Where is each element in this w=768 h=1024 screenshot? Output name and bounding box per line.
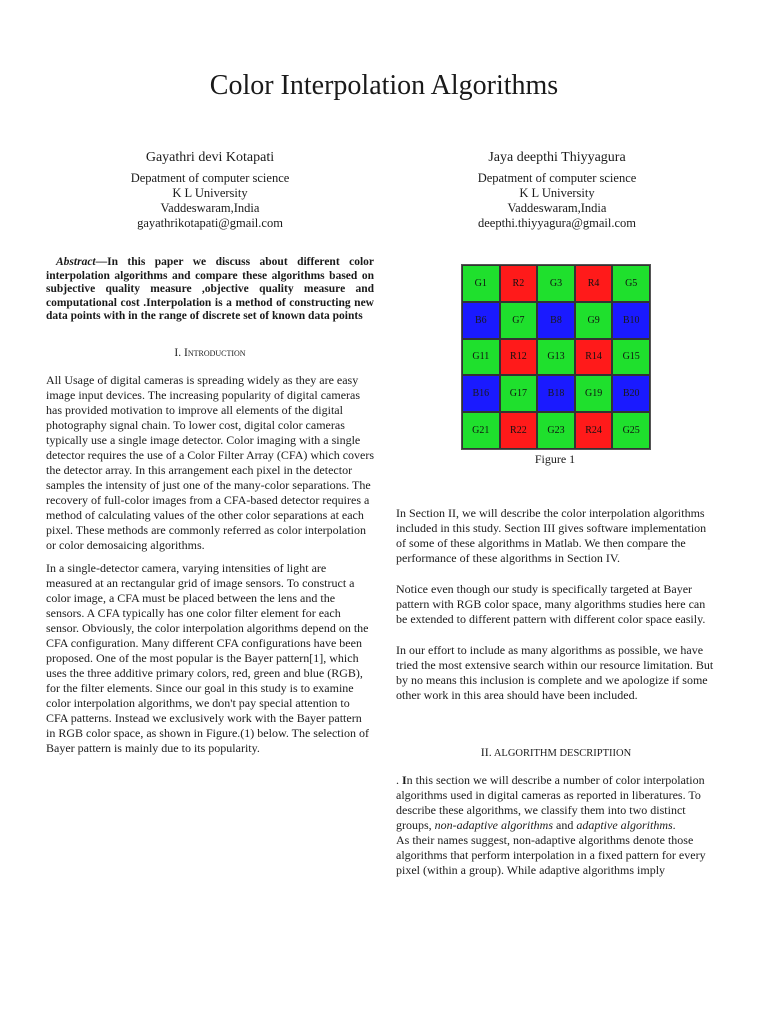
author-dept: Depatment of computer science: [477, 171, 637, 185]
bayer-cell: G3: [537, 265, 575, 302]
author-university: K L University: [519, 186, 595, 200]
bayer-cell: G25: [612, 412, 650, 449]
bayer-cell: G7: [500, 302, 538, 339]
bayer-cell: G5: [612, 265, 650, 302]
right-paragraph-2: Notice even though our study is specifically targeted at Bayer pattern with RGB color space, many algorithms studies here can be extended to different pattern with different color space easily.: [396, 582, 706, 626]
bayer-cell: R22: [500, 412, 538, 449]
bayer-cell: G21: [462, 412, 500, 449]
abstract: [46, 256, 374, 324]
bayer-cell: G17: [500, 375, 538, 412]
section-heading-introduction: [46, 346, 374, 361]
abstract-label: Abstract: [56, 256, 96, 268]
author-block-1: [45, 150, 375, 231]
paper-title: Color Interpolation Algorithms: [209, 70, 559, 101]
bayer-cell: B8: [537, 302, 575, 339]
emphasis-term: adaptive algorithms: [576, 818, 673, 832]
bayer-cell: B16: [462, 375, 500, 412]
section-title: ALGORITHM DESCRIPTIION: [493, 748, 632, 759]
bayer-cell: B6: [462, 302, 500, 339]
right-paragraph-1: In Section II, we will describe the color interpolation algorithms included in this study. Section III gives software implementation of some of these algorithms in Matlab. We then compare the performance of these algorithms in Section IV.: [396, 506, 707, 565]
bayer-cell: G19: [575, 375, 613, 412]
abstract-text: —In this paper we discuss about different color interpolation algorithms and compare these algorithms based on subjective quality measure ,objective quality measure and computational cost .Interpolation is a method of constructing new data points with in the range of discrete set of known data points: [46, 256, 374, 322]
left-column: [46, 256, 374, 764]
bayer-cell: R12: [500, 339, 538, 376]
dropcap-letter: I: [402, 773, 407, 787]
intro-paragraph-2: In a single-detector camera, varying intensities of light are measured at an rectangular grid of image sensors. To construct a color image, a CFA must be placed between the lens and the sensors. A CFA typically has one color filter element for each sensor. Obviously, the color interpolation algorithms depend on the CFA configuration. Many different CFA configurations have been proposed. One of the most popular is the Bayer pattern[1], which uses the three additive primary colors, red, green and blue (RGB), for the filter elements. Since our goal in this study is to examine color interpolation algorithms, we don't pay special attention to CFA patterns. Instead we exclusively work with the Bayer pattern in RGB color space, as shown in Figure.(1) below. The selection of Bayer pattern is mainly due to its popularity.: [46, 560, 369, 755]
bayer-cell: G15: [612, 339, 650, 376]
author-name: Jaya deepthi Thiyyagura: [488, 150, 626, 165]
intro-paragraph-1: All Usage of digital cameras is spreading widely as they are easy image input devices. The increasing popularity of digital cameras has provided motivation to improve all elements of the digital photography signal chain. To lower cost, digital color cameras typically use a single image detector. Color imaging with a single detector requires the use of a Color Filter Array (CFA) which covers the detector array. In this arrangement each pixel in the detector samples the intensity of just one of the many-color separations. The recovery of full-color images from a CFA-based detector requires a method of calculating values of the other color separations at each pixel. These methods are commonly referred as color interpolation or color demosaicing algorithms.: [46, 372, 375, 552]
right-paragraph-3: In our effort to include as many algorithms as possible, we have tried the most extensive search within our resource limitation. But by no means this inclusion is complete and we apologize if some other work in this area should have been included.: [396, 643, 714, 702]
figure-caption: Figure 1: [534, 452, 576, 466]
paragraph-text: and: [553, 818, 577, 832]
bayer-cell: G13: [537, 339, 575, 376]
section2-paragraph-2: As their names suggest, non-adaptive algorithms denote those algorithms that perform interpolation in a fixed pattern for every pixel (within a group). While adaptive algorithms imply: [396, 833, 706, 877]
emphasis-term: non-adaptive algorithms: [434, 818, 553, 832]
author-email: deepthi.thiyyagura@gmail.com: [478, 216, 636, 230]
section-title: Introduction: [183, 346, 246, 359]
right-column: [396, 506, 716, 878]
section-heading-algorithm: [396, 745, 716, 761]
author-name: Gayathri devi Kotapati: [145, 150, 275, 165]
bayer-cell: B10: [612, 302, 650, 339]
author-university: K L University: [172, 186, 248, 200]
bayer-cell: G1: [462, 265, 500, 302]
bayer-cell: B18: [537, 375, 575, 412]
paragraph-lead: .: [396, 773, 402, 787]
bayer-pattern-figure: [461, 264, 651, 450]
paragraph-text: n this section we will describe a number of color interpolation algorithms used in digital cameras as reported in liberatures. To describe these algorithms, we classify them into two distinct groups,: [396, 773, 705, 832]
author-email: gayathrikotapati@gmail.com: [137, 216, 283, 230]
section2-paragraph-1: [396, 773, 716, 833]
bayer-cell: G9: [575, 302, 613, 339]
author-location: Vaddeswaram,India: [507, 201, 607, 215]
section-number: II.: [480, 745, 492, 759]
author-location: Vaddeswaram,India: [160, 201, 260, 215]
bayer-cell: R4: [575, 265, 613, 302]
bayer-cell: R14: [575, 339, 613, 376]
bayer-cell: R24: [575, 412, 613, 449]
author-block-2: [392, 150, 722, 231]
section-number: I.: [174, 346, 182, 359]
bayer-cell: G23: [537, 412, 575, 449]
paragraph-text: .: [672, 818, 676, 832]
bayer-cell: B20: [612, 375, 650, 412]
author-dept: Depatment of computer science: [130, 171, 290, 185]
bayer-cell: G11: [462, 339, 500, 376]
bayer-cell: R2: [500, 265, 538, 302]
